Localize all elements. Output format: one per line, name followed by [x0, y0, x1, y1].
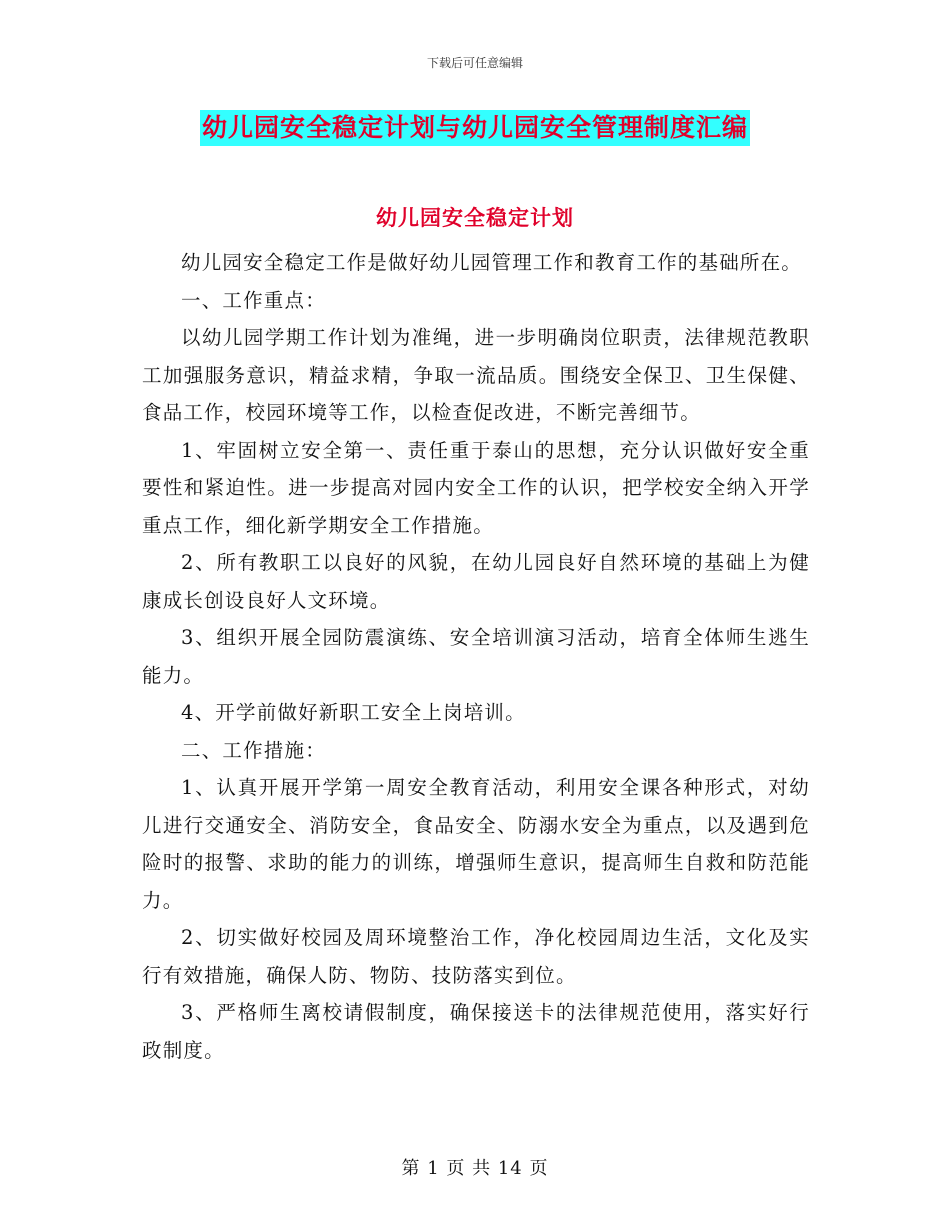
body-text: [142, 244, 810, 1069]
document-title: [0, 110, 950, 146]
list-item: 2、切实做好校园及周环境整治工作，净化校园周边生活，文化及实行有效措施，确保人防、物防、技防落实到位。: [142, 926, 810, 987]
page-footer: 第 1 页 共 14 页: [401, 1158, 549, 1179]
list-item: 4、开学前做好新职工安全上岗培训。: [181, 701, 526, 724]
list-item: 1、牢固树立安全第一、责任重于泰山的思想，充分认识做好安全重要性和紧迫性。进一步提高对园内安全工作的认识，把学校安全纳入开学重点工作，细化新学期安全工作措施。: [142, 438, 810, 537]
heading-measures: 二、工作措施：: [181, 738, 326, 762]
list-item: 3、组织开展全园防震演练、安全培训演习活动，培育全体师生逃生能力。: [142, 626, 810, 687]
list-item: 2、所有教职工以良好的风貌，在幼儿园良好自然环境的基础上为健康成长创设良好人文环境。: [142, 551, 810, 612]
document-title-text: 幼儿园安全稳定计划与幼儿园安全管理制度汇编: [200, 110, 750, 146]
header-note: 下载后可任意编辑: [426, 56, 523, 70]
list-item: 3、严格师生离校请假制度，确保接送卡的法律规范使用，落实好行政制度。: [142, 1001, 810, 1062]
section-title: 幼儿园安全稳定计划: [376, 206, 574, 230]
paragraph: 以幼儿园学期工作计划为准绳，进一步明确岗位职责，法律规范教职工加强服务意识，精益求精，争取一流品质。围绕安全保卫、卫生保健、食品工作，校园环境等工作，以检查促改进，不断完善细节。: [142, 326, 810, 424]
paragraph: 幼儿园安全稳定工作是做好幼儿园管理工作和教育工作的基础所在。: [181, 251, 803, 274]
heading-key-points: 一、工作重点：: [181, 288, 326, 312]
list-item: 1、认真开展开学第一周安全教育活动，利用安全课各种形式，对幼儿进行交通安全、消防安全，食品安全、防溺水安全为重点，以及遇到危险时的报警、求助的能力的训练，增强师生意识，提高师生自救和防范能力。: [142, 776, 810, 912]
